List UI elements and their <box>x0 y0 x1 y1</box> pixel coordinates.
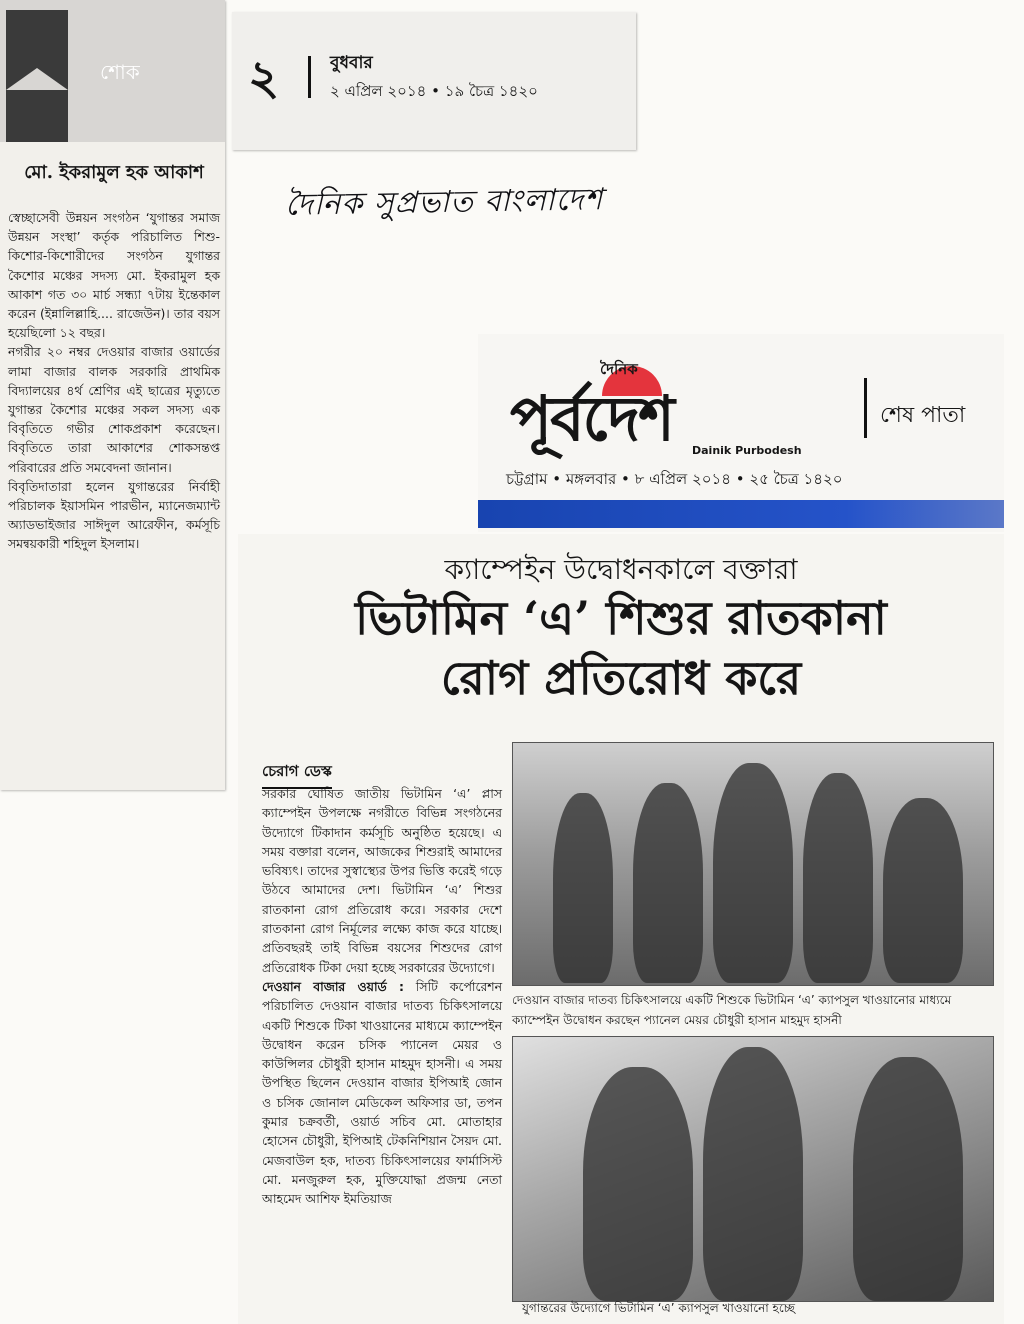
photo-caption: দেওয়ান বাজার দাতব্য চিকিৎসালয়ে একটি শিশুকে ভিটামিন ‘এ’ ক্যাপসুল খাওয়ানোর মাধ্যমে ক্যাম্পেইন উদ্বোধন করছেন প্যানেল মেয়র চৌধুরী হাসান মাহমুদ হাসনী <box>512 993 952 1027</box>
article-byline: চেরাগ ডেস্ক <box>262 760 332 789</box>
masthead-english-name: Dainik Purbodesh <box>692 444 802 457</box>
date-text: ২ এপ্রিল ২০১৪ • ১৯ চৈত্র ১৪২০ <box>330 82 538 100</box>
article-kicker: ক্যাম্পেইন উদ্বোধনকালে বক্তারা <box>444 553 798 586</box>
masthead-name: পূর্বদেশ <box>510 382 673 455</box>
article-body <box>262 784 502 1209</box>
dateline-divider <box>308 56 311 98</box>
obituary-title: মো. ইকরামুল হক আকাশ <box>24 162 204 183</box>
masthead-prefix: দৈনিক <box>600 360 638 378</box>
weekday: বুধবার <box>330 53 373 73</box>
article-headline <box>238 588 1004 708</box>
article-paragraph: সরকার ঘোষিত জাতীয় ভিটামিন ‘এ’ প্লাস ক্যাম্পেইন উপলক্ষে নগরীতে বিভিন্ন সংগঠনের উদ্যোগে টিকাদান কর্মসূচি অনুষ্ঠিত হয়েছে। এ সময় বক্তারা বলেন, আজকের শিশুরাই আমাদের ভবিষ্যৎ। তাদের সুস্বাস্থ্যের উপর ভিত্তি করেই গড়ে উঠবে আমাদের দেশ। ভিটামিন ‘এ’ শিশুর রাতকানা রোগ প্রতিরোধ করে। সরকার দেশে রাতকানা রোগ নির্মূলের লক্ষ্যে কাজ করে যাচ্ছে। প্রতিবছরই তাই বিভিন্ন বয়সের শিশুদের রোগ প্রতিরোধক টিকা দেয়া হচ্ছে সরকারের উদ্যোগে। <box>262 786 502 975</box>
news-photo-campaign-opening <box>512 742 994 986</box>
headline-line: রোগ প্রতিরোধ করে <box>440 651 802 705</box>
obituary-paragraph: স্বেচ্ছাসেবী উন্নয়ন সংগঠন ‘যুগান্তর সমাজ উন্নয়ন সংস্থা’ কর্তৃক পরিচালিত শিশু-কিশোর-কিশোরীদের সংগঠন যুগান্তর কৈশোর মঞ্চের সদস্য মো. ইকরামুল হক আকাশ গত ৩০ মার্চ সন্ধ্যা ৭টায় ইন্তেকাল করেন (ইন্নালিল্লাহি.... রাজেউন)। তার বয়স হয়েছিলো ১২ বছর। <box>8 210 220 341</box>
obituary-paragraph: বিবৃতিদাতারা হলেন যুগান্তরের নির্বাহী পরিচালক ইয়াসমিন পারভীন, ম্যানেজম্যান্ট অ্যাডভাইজার সাঈদুল আরেফীন, কর্মসূচি সমন্বয়কারী শহিদুল ইসলাম। <box>8 478 220 552</box>
masthead-divider <box>864 378 867 438</box>
headline-line: ভিটামিন ‘এ’ শিশুর রাতকানা <box>355 591 887 645</box>
article-paragraph-2 <box>262 977 502 1209</box>
news-photo-capsule-feeding <box>512 1036 994 1302</box>
article-subhead: দেওয়ান বাজার ওয়ার্ড : <box>262 978 404 994</box>
article-paragraph-text: সিটি কর্পোরেশন পরিচালিত দেওয়ান বাজার দাতব্য চিকিৎসালয়ে একটি শিশুকে টিকা খাওয়ানের মাধ্যমে ক্যাম্পেইন উদ্বোধন করেন চসিক প্যানেল মেয়র ও কাউন্সিলর চৌধুরী হাসান মাহমুদ হাসনী। এ সময় উপস্থিত ছিলেন দেওয়ান বাজার ইপিআই জোন ও চসিক জোনাল মেডিকেল অফিসার ডা, তপন কুমার চক্রবর্তী, ওয়ার্ড সচিব মো. মোতাহার হোসেন চৌধুরী, ইপিআই টেকনিশিয়ান সৈয়দ মো. মেজবাউল হক, দাতব্য চিকিৎসালয়ের ফার্মাসিস্ট মো. মনজুরুল হক, মুক্তিযোদ্ধা প্রজন্ম নেতা আহমেদ আশিফ ইমতিয়াজ <box>262 978 502 1207</box>
page-number: ২ <box>248 50 280 106</box>
obituary-paragraph: নগরীর ২০ নম্বর দেওয়ার বাজার ওয়ার্ডের লামা বাজার বালক সরকারি প্রাথমিক বিদ্যালয়ের ৪র্থ শ্রেণির এই ছাত্রের মৃত্যুতে যুগান্তর কৈশোর মঞ্চের সকল সদস্য এক বিবৃতিতে গভীর শোকপ্রকাশ করেছেন। বিবৃতিতে তারা আকাশের শোকসন্তপ্ত পরিবারের প্রতি সমবেদনা জানান। <box>8 344 220 475</box>
handwritten-source-note: দৈনিক সুপ্রভাত বাংলাদেশ <box>284 182 604 223</box>
bookmark-notch-icon <box>6 68 68 90</box>
section-label: শোক <box>100 60 140 84</box>
photo-caption: যুগান্তরের উদ্যোগে ভিটামিন ‘এ’ ক্যাপসুল খাওয়ানো হচ্ছে <box>522 1301 796 1315</box>
obituary-body <box>8 208 220 554</box>
masthead-dateline: চট্টগ্রাম • মঙ্গলবার • ৮ এপ্রিল ২০১৪ • ২৫ চৈত্র ১৪২০ <box>506 470 843 488</box>
page-label: শেষ পাতা <box>880 403 966 428</box>
masthead-blue-bar <box>478 500 1004 528</box>
